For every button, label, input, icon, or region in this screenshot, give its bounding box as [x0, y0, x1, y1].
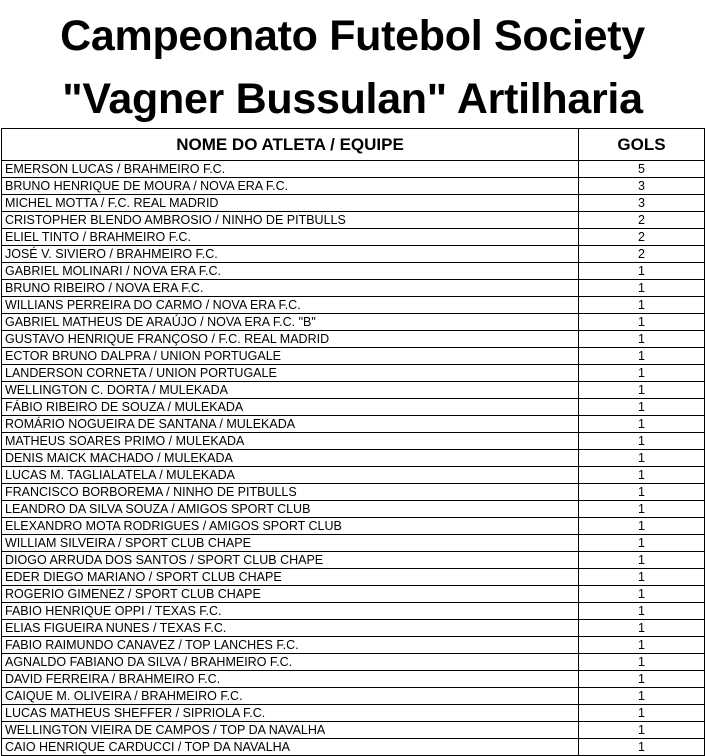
goals-cell: 1	[579, 671, 705, 688]
goals-cell: 1	[579, 433, 705, 450]
athlete-team-cell: DAVID FERREIRA / BRAHMEIRO F.C.	[2, 671, 579, 688]
column-header-athlete-team: NOME DO ATLETA / EQUIPE	[2, 129, 579, 161]
table-row	[2, 297, 705, 314]
table-row	[2, 739, 705, 756]
goals-cell: 1	[579, 365, 705, 382]
athlete-team-cell: CAIO HENRIQUE CARDUCCI / TOP DA NAVALHA	[2, 739, 579, 756]
table-header-row	[2, 129, 705, 161]
table-row	[2, 365, 705, 382]
goals-cell: 1	[579, 450, 705, 467]
athlete-team-cell: WILLIAM SILVEIRA / SPORT CLUB CHAPE	[2, 535, 579, 552]
goals-cell: 1	[579, 314, 705, 331]
table-row	[2, 433, 705, 450]
athlete-team-cell: AGNALDO FABIANO DA SILVA / BRAHMEIRO F.C.	[2, 654, 579, 671]
athlete-team-cell: BRUNO HENRIQUE DE MOURA / NOVA ERA F.C.	[2, 178, 579, 195]
athlete-team-cell: CRISTOPHER BLENDO AMBROSIO / NINHO DE PITBULLS	[2, 212, 579, 229]
goals-cell: 1	[579, 552, 705, 569]
table-row	[2, 467, 705, 484]
goals-cell: 2	[579, 212, 705, 229]
athlete-team-cell: CAIQUE M. OLIVEIRA / BRAHMEIRO F.C.	[2, 688, 579, 705]
goals-cell: 1	[579, 484, 705, 501]
athlete-team-cell: LANDERSON CORNETA / UNION PORTUGALE	[2, 365, 579, 382]
table-row	[2, 195, 705, 212]
table-row	[2, 535, 705, 552]
goals-cell: 1	[579, 382, 705, 399]
athlete-team-cell: DENIS MAICK MACHADO / MULEKADA	[2, 450, 579, 467]
goals-cell: 1	[579, 263, 705, 280]
athlete-team-cell: LUCAS M. TAGLIALATELA / MULEKADA	[2, 467, 579, 484]
athlete-team-cell: FABIO RAIMUNDO CANAVEZ / TOP LANCHES F.C.	[2, 637, 579, 654]
page-title	[0, 0, 705, 128]
goals-cell: 1	[579, 518, 705, 535]
goals-cell: 1	[579, 739, 705, 756]
goals-cell: 1	[579, 722, 705, 739]
table-row	[2, 654, 705, 671]
athlete-team-cell: ROMÁRIO NOGUEIRA DE SANTANA / MULEKADA	[2, 416, 579, 433]
athlete-team-cell: FÁBIO RIBEIRO DE SOUZA / MULEKADA	[2, 399, 579, 416]
athlete-team-cell: BRUNO RIBEIRO / NOVA ERA F.C.	[2, 280, 579, 297]
athlete-team-cell: EDER DIEGO MARIANO / SPORT CLUB CHAPE	[2, 569, 579, 586]
athlete-team-cell: ELIAS FIGUEIRA NUNES / TEXAS F.C.	[2, 620, 579, 637]
goals-cell: 2	[579, 229, 705, 246]
athlete-team-cell: ECTOR BRUNO DALPRA / UNION PORTUGALE	[2, 348, 579, 365]
table-row	[2, 484, 705, 501]
table-row	[2, 603, 705, 620]
athlete-team-cell: GABRIEL MATHEUS DE ARAÚJO / NOVA ERA F.C. "B"	[2, 314, 579, 331]
table-row	[2, 586, 705, 603]
table-row	[2, 178, 705, 195]
goals-cell: 1	[579, 654, 705, 671]
goals-cell: 1	[579, 535, 705, 552]
athlete-team-cell: JOSÉ V. SIVIERO / BRAHMEIRO F.C.	[2, 246, 579, 263]
athlete-team-cell: ROGERIO GIMENEZ / SPORT CLUB CHAPE	[2, 586, 579, 603]
athlete-team-cell: FRANCISCO BORBOREMA / NINHO DE PITBULLS	[2, 484, 579, 501]
table-row	[2, 722, 705, 739]
table-row	[2, 450, 705, 467]
goals-cell: 1	[579, 280, 705, 297]
goals-cell: 1	[579, 297, 705, 314]
athlete-team-cell: LEANDRO DA SILVA SOUZA / AMIGOS SPORT CLUB	[2, 501, 579, 518]
athlete-team-cell: ELEXANDRO MOTA RODRIGUES / AMIGOS SPORT CLUB	[2, 518, 579, 535]
athlete-team-cell: DIOGO ARRUDA DOS SANTOS / SPORT CLUB CHAPE	[2, 552, 579, 569]
goals-cell: 1	[579, 688, 705, 705]
table-row	[2, 314, 705, 331]
table-row	[2, 501, 705, 518]
table-row	[2, 518, 705, 535]
table-row	[2, 212, 705, 229]
goals-cell: 1	[579, 399, 705, 416]
athlete-team-cell: WELLINGTON C. DORTA / MULEKADA	[2, 382, 579, 399]
goals-cell: 2	[579, 246, 705, 263]
table-row	[2, 263, 705, 280]
table-row	[2, 637, 705, 654]
athlete-team-cell: GUSTAVO HENRIQUE FRANÇOSO / F.C. REAL MADRID	[2, 331, 579, 348]
table-row	[2, 569, 705, 586]
table-row	[2, 331, 705, 348]
goals-cell: 5	[579, 161, 705, 178]
table-row	[2, 416, 705, 433]
goals-cell: 1	[579, 501, 705, 518]
goals-cell: 1	[579, 586, 705, 603]
table-row	[2, 688, 705, 705]
table-row	[2, 620, 705, 637]
athlete-team-cell: MICHEL MOTTA / F.C. REAL MADRID	[2, 195, 579, 212]
column-header-goals: GOLS	[579, 129, 705, 161]
goals-cell: 1	[579, 467, 705, 484]
title-line-1: Campeonato Futebol Society	[60, 12, 645, 60]
table-row	[2, 399, 705, 416]
table-row	[2, 161, 705, 178]
athlete-team-cell: WILLIANS PERREIRA DO CARMO / NOVA ERA F.C.	[2, 297, 579, 314]
athlete-team-cell: LUCAS MATHEUS SHEFFER / SIPRIOLA F.C.	[2, 705, 579, 722]
table-row	[2, 348, 705, 365]
goals-cell: 1	[579, 331, 705, 348]
table-row	[2, 229, 705, 246]
goals-cell: 1	[579, 705, 705, 722]
goals-cell: 1	[579, 416, 705, 433]
goals-cell: 1	[579, 620, 705, 637]
goals-cell: 1	[579, 637, 705, 654]
table-row	[2, 552, 705, 569]
table-row	[2, 382, 705, 399]
title-line-2: "Vagner Bussulan" Artilharia	[62, 75, 643, 123]
athlete-team-cell: ELIEL TINTO / BRAHMEIRO F.C.	[2, 229, 579, 246]
goals-cell: 3	[579, 195, 705, 212]
goals-cell: 3	[579, 178, 705, 195]
goals-cell: 1	[579, 348, 705, 365]
athlete-team-cell: WELLINGTON VIEIRA DE CAMPOS / TOP DA NAVALHA	[2, 722, 579, 739]
athlete-team-cell: GABRIEL MOLINARI / NOVA ERA F.C.	[2, 263, 579, 280]
table-row	[2, 671, 705, 688]
scorers-table	[1, 128, 705, 756]
goals-cell: 1	[579, 603, 705, 620]
table-row	[2, 705, 705, 722]
table-row	[2, 280, 705, 297]
athlete-team-cell: MATHEUS SOARES PRIMO / MULEKADA	[2, 433, 579, 450]
athlete-team-cell: EMERSON LUCAS / BRAHMEIRO F.C.	[2, 161, 579, 178]
athlete-team-cell: FABIO HENRIQUE OPPI / TEXAS F.C.	[2, 603, 579, 620]
table-row	[2, 246, 705, 263]
goals-cell: 1	[579, 569, 705, 586]
